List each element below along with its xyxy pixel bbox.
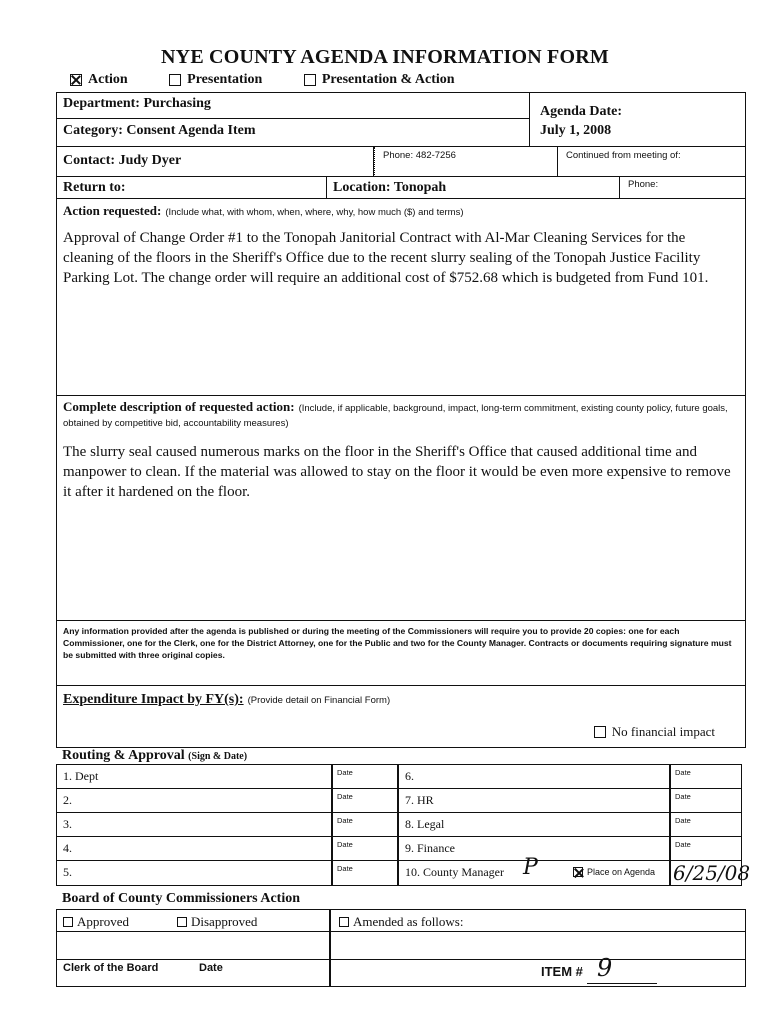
amended-option[interactable]: Amended as follows: (339, 914, 463, 930)
no-impact-checkbox-icon[interactable] (594, 726, 606, 738)
form-title: NYE COUNTY AGENDA INFORMATION FORM (161, 46, 609, 68)
phone-field: Phone: 482-7256 (374, 147, 558, 177)
agenda-date-label: Agenda Date: (540, 104, 623, 119)
return-to-field: Return to: (57, 177, 327, 199)
category-field: Category: Consent Agenda Item (57, 119, 530, 147)
item-number-value: 9 (597, 954, 613, 982)
cm-initials-signature: P (523, 855, 538, 880)
action-requested-section (57, 199, 745, 396)
clerk-label: Clerk of the Board (63, 962, 159, 974)
no-financial-impact[interactable]: No financial impact (594, 724, 715, 740)
date-label: Date (675, 768, 691, 777)
location-field: Location: Tonopah (327, 177, 620, 199)
board-table (56, 909, 746, 987)
approved-checkbox-icon[interactable] (63, 917, 73, 927)
option-presentation[interactable]: Presentation (169, 72, 262, 88)
presentation-action-checkbox-icon[interactable] (304, 74, 316, 86)
description-section (57, 398, 745, 618)
routing-right-7: 7. HR (405, 793, 434, 807)
description-label: Complete description of requested action: (63, 399, 295, 414)
routing-left-1: 1. Dept (63, 769, 99, 783)
place-on-agenda-checkbox-icon[interactable] (573, 867, 583, 877)
date-label: Date (337, 840, 353, 849)
routing-left-4: 4. (63, 841, 72, 855)
option-presentation-action[interactable]: Presentation & Action (304, 72, 455, 88)
routing-right-9: 9. Finance (405, 841, 455, 855)
action-checkbox-icon[interactable] (70, 74, 82, 86)
expenditure-hint: (Provide detail on Financial Form) (247, 695, 391, 706)
option-action[interactable]: Action (70, 72, 128, 88)
item-number-label: ITEM # (541, 964, 583, 979)
notice-text: Any information provided after the agenda is published or during the meeting of the Commissioners will require you to provide 20 copies: one for each Commissioner, one for the Clerk, one for the District Attorney, one for the Public and two for the County Manager. Contracts or documents requiring signature must be submitted with three original copies. (63, 626, 732, 660)
routing-table (56, 764, 751, 886)
contact-field: Contact: Judy Dyer (57, 147, 374, 177)
agenda-date-value: July 1, 2008 (530, 119, 745, 147)
expenditure-section (57, 688, 745, 746)
routing-left-3: 3. (63, 817, 72, 831)
description-hint: (Include, if applicable, background, impact, long-term commitment, existing county policy, future goals, obtained by competitive bid, accountability measures) (63, 403, 728, 429)
date-label: Date (337, 816, 353, 825)
action-requested-hint: (Include what, with whom, when, where, why, how much ($) and terms) (165, 207, 464, 218)
expenditure-label: Expenditure Impact by FY(s): (63, 692, 244, 707)
routing-left-5: 5. (63, 865, 72, 879)
routing-right-10: 10. County Manager (405, 865, 504, 879)
date-label: Date (337, 792, 353, 801)
type-options (70, 72, 493, 91)
phone2-field: Phone: (620, 177, 745, 199)
routing-title: Routing & Approval (Sign & Date) (62, 748, 248, 763)
board-title: Board of County Commissioners Action (62, 891, 301, 906)
cm-date-signature: 6/25/08 (673, 861, 751, 885)
date-label: Date (675, 792, 691, 801)
notice-section (57, 620, 745, 686)
clerk-date-label: Date (199, 962, 223, 974)
date-label: Date (675, 840, 691, 849)
description-text: The slurry seal caused numerous marks on the floor in the Sheriff's Office that caused additional time and manpower to clean. If the material was allowed to stay on the floor it would be even more expensive to remove it after it hardened on the floor. (63, 444, 731, 500)
date-label: Date (337, 768, 353, 777)
approved-option[interactable]: Approved (63, 914, 129, 930)
continued-field: Continued from meeting of: (558, 147, 745, 177)
amended-checkbox-icon[interactable] (339, 917, 349, 927)
action-requested-label: Action requested: (63, 203, 162, 218)
department-field: Department: Purchasing (57, 93, 530, 119)
routing-left-2: 2. (63, 793, 72, 807)
routing-right-8: 8. Legal (405, 817, 445, 831)
place-on-agenda[interactable]: Place on Agenda (573, 867, 655, 877)
disapproved-option[interactable]: Disapproved (177, 914, 257, 930)
presentation-checkbox-icon[interactable] (169, 74, 181, 86)
routing-right-6: 6. (405, 769, 414, 783)
date-label: Date (337, 864, 353, 873)
disapproved-checkbox-icon[interactable] (177, 917, 187, 927)
item-number-underline (587, 983, 657, 984)
date-label: Date (675, 816, 691, 825)
action-requested-text: Approval of Change Order #1 to the Tonopah Janitorial Contract with Al-Mar Cleaning Services for the cleaning of the floors in the Sheriff's Office due to the recent slurry sealing of the Tonopah Justice Facility Parking Lot. The change order will require an additional cost of $752.68 which is budgeted from Fund 101. (63, 230, 709, 286)
